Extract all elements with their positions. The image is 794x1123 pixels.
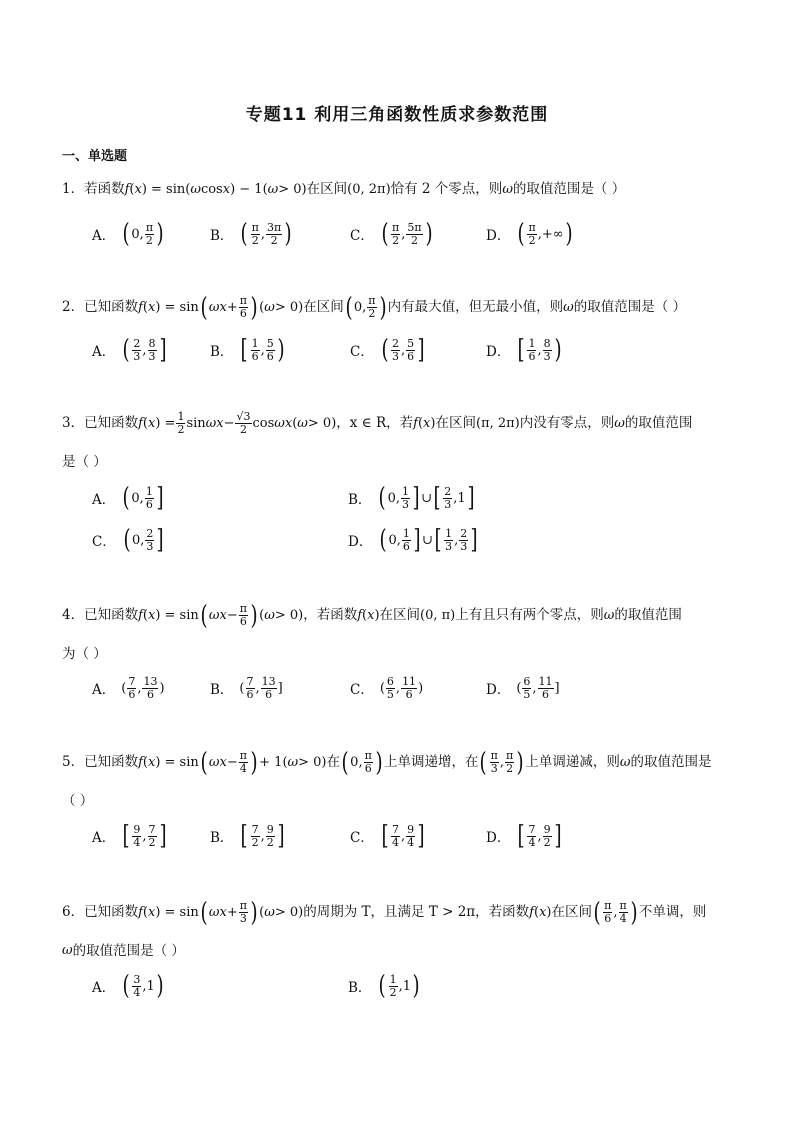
option-a[interactable]: A． [ $\frac{9}{4}$ , $\frac{7}{2}$ ]	[92, 821, 167, 851]
option-d[interactable]: D． [ $\frac{1}{6}$ , $\frac{8}{3}$ )	[486, 335, 562, 365]
question-1: 1．若函数 f ( x ) = sin( ω cos x ) − 1( ω > 0)在区间(0, 2π)恰有 2 个零点，则ω的取值范围是（ ）	[62, 170, 732, 209]
option-b[interactable]: B． [ $\frac{7}{2}$ , $\frac{9}{2}$ ]	[210, 821, 285, 851]
page-title: 专题11 利用三角函数性质求参数范围	[245, 105, 549, 125]
option-d[interactable]: D． ( $\frac{\pi}{2}$ ,+∞ )	[486, 219, 573, 249]
option-c[interactable]: C． ( $\frac{6}{5}$ , $\frac{11}{6}$ )	[350, 674, 424, 701]
question-formula: f ( x ) = sin ( ωx + $\frac{\pi}{3}$ ) ( ω > 0)	[138, 897, 304, 928]
option-c[interactable]: C． [ $\frac{7}{4}$ , $\frac{9}{4}$ ]	[350, 821, 425, 851]
option-c[interactable]: C． ( $\frac{2}{3}$ , $\frac{5}{6}$ ]	[350, 335, 425, 365]
option-b[interactable]: B． [ $\frac{1}{6}$ , $\frac{5}{6}$ )	[210, 335, 285, 365]
option-d[interactable]: D． [ $\frac{7}{4}$ , $\frac{9}{2}$ ]	[486, 821, 562, 851]
options-2	[92, 330, 732, 370]
option-a[interactable]: A． ( 0, $\frac{\pi}{2}$ )	[92, 219, 164, 249]
question-3: 3．已知函数 f ( x ) = $\frac{1}{2}$ sin ωx − $\frac{√3}{2}$ cos ωx ( ω > 0)，x ∈ R，若 f ( x )在区间(π, 2π)内没有零点，则ω的取值范围 是（ ）	[62, 404, 732, 481]
question-formula: f ( x ) = sin ( ωx + $\frac{\pi}{6}$ ) ( ω > 0)	[138, 292, 304, 323]
section-heading: 一、单选题	[62, 149, 128, 164]
option-d[interactable]: D． ( 0, $\frac{1}{6}$ ] ∪ [ $\frac{1}{3}$ , $\frac{2}{3}$ ]	[348, 525, 478, 555]
option-b[interactable]: B． ( $\frac{\pi}{2}$ , $\frac{3\pi}{2}$ )	[210, 219, 292, 249]
options-5	[92, 816, 732, 856]
question-text: 若函数	[84, 181, 125, 197]
option-c[interactable]: C． ( $\frac{\pi}{2}$ , $\frac{5\pi}{2}$ )	[350, 219, 433, 249]
option-d[interactable]: D． ( $\frac{6}{5}$ , $\frac{11}{6}$ ]	[486, 674, 560, 701]
option-a[interactable]: A． ( $\frac{3}{4}$ ,1 )	[92, 971, 164, 1001]
options-3-row2	[92, 520, 732, 560]
question-number: 1．	[62, 181, 85, 197]
question-6: 6．已知函数 f ( x ) = sin ( ωx + $\frac{\pi}{3}$ ) ( ω > 0)的周期为 T，且满足 T > 2π，若函数 f ( x )在区间 ( $\frac{\pi}{6}$ , $\frac{\pi}{4}$ ) 不单调，则 ω的取值范围是（ ）	[62, 893, 732, 970]
option-a[interactable]: A． ( $\frac{7}{6}$ , $\frac{13}{6}$ )	[92, 674, 165, 701]
question-number: 5．	[62, 754, 85, 770]
options-4	[92, 668, 732, 708]
question-formula: f ( x ) = sin( ω cos x ) − 1( ω > 0)	[124, 181, 307, 197]
question-2: 2．已知函数 f ( x ) = sin ( ωx + $\frac{\pi}{6}$ ) ( ω > 0)在区间 ( 0, $\frac{\pi}{2}$ ) 内有最大值，但无最小值，则ω的取值范围是（ ）	[62, 288, 732, 327]
question-5: 5．已知函数 f ( x ) = sin ( ωx − $\frac{\pi}{4}$ ) + 1( ω > 0)在 ( 0, $\frac{\pi}{6}$ ) 上单调递增，在 ( $\frac{\pi}{3}$ , $\frac{\pi}{2}$ ) 上单调递减，则ω的取值范围是 （ ）	[62, 743, 732, 820]
question-formula: f ( x ) = sin ( ωx − $\frac{\pi}{6}$ ) ( ω > 0)	[138, 600, 304, 631]
question-number: 2．	[62, 299, 85, 315]
option-b[interactable]: B． ( 0, $\frac{1}{3}$ ] ∪ [ $\frac{2}{3}$ ,1 ]	[348, 483, 475, 513]
question-4: 4．已知函数 f ( x ) = sin ( ωx − $\frac{\pi}{6}$ ) ( ω > 0)，若函数 f ( x )在区间(0, π)上有且只有两个零点，则ω的取值范围 为（ ）	[62, 596, 732, 673]
option-b[interactable]: B． ( $\frac{1}{2}$ ,1 )	[348, 971, 420, 1001]
options-1	[92, 214, 732, 254]
option-a[interactable]: A． ( 0, $\frac{1}{6}$ ]	[92, 483, 164, 513]
options-3-row1	[92, 478, 732, 518]
question-formula: f ( x ) = $\frac{1}{2}$ sin ωx − $\frac{√3}{2}$ cos ωx ( ω > 0)	[138, 410, 337, 436]
question-number: 3．	[62, 415, 85, 431]
question-number: 4．	[62, 607, 85, 623]
options-6	[92, 966, 732, 1006]
question-formula: f ( x ) = sin ( ωx − $\frac{\pi}{4}$ ) + 1( ω > 0)	[138, 747, 327, 778]
option-a[interactable]: A． ( $\frac{2}{3}$ , $\frac{8}{3}$ ]	[92, 335, 167, 365]
option-c[interactable]: C． ( 0, $\frac{2}{3}$ ]	[92, 525, 165, 555]
question-number: 6．	[62, 904, 85, 920]
option-b[interactable]: B． ( $\frac{7}{6}$ , $\frac{13}{6}$ ]	[210, 674, 283, 701]
